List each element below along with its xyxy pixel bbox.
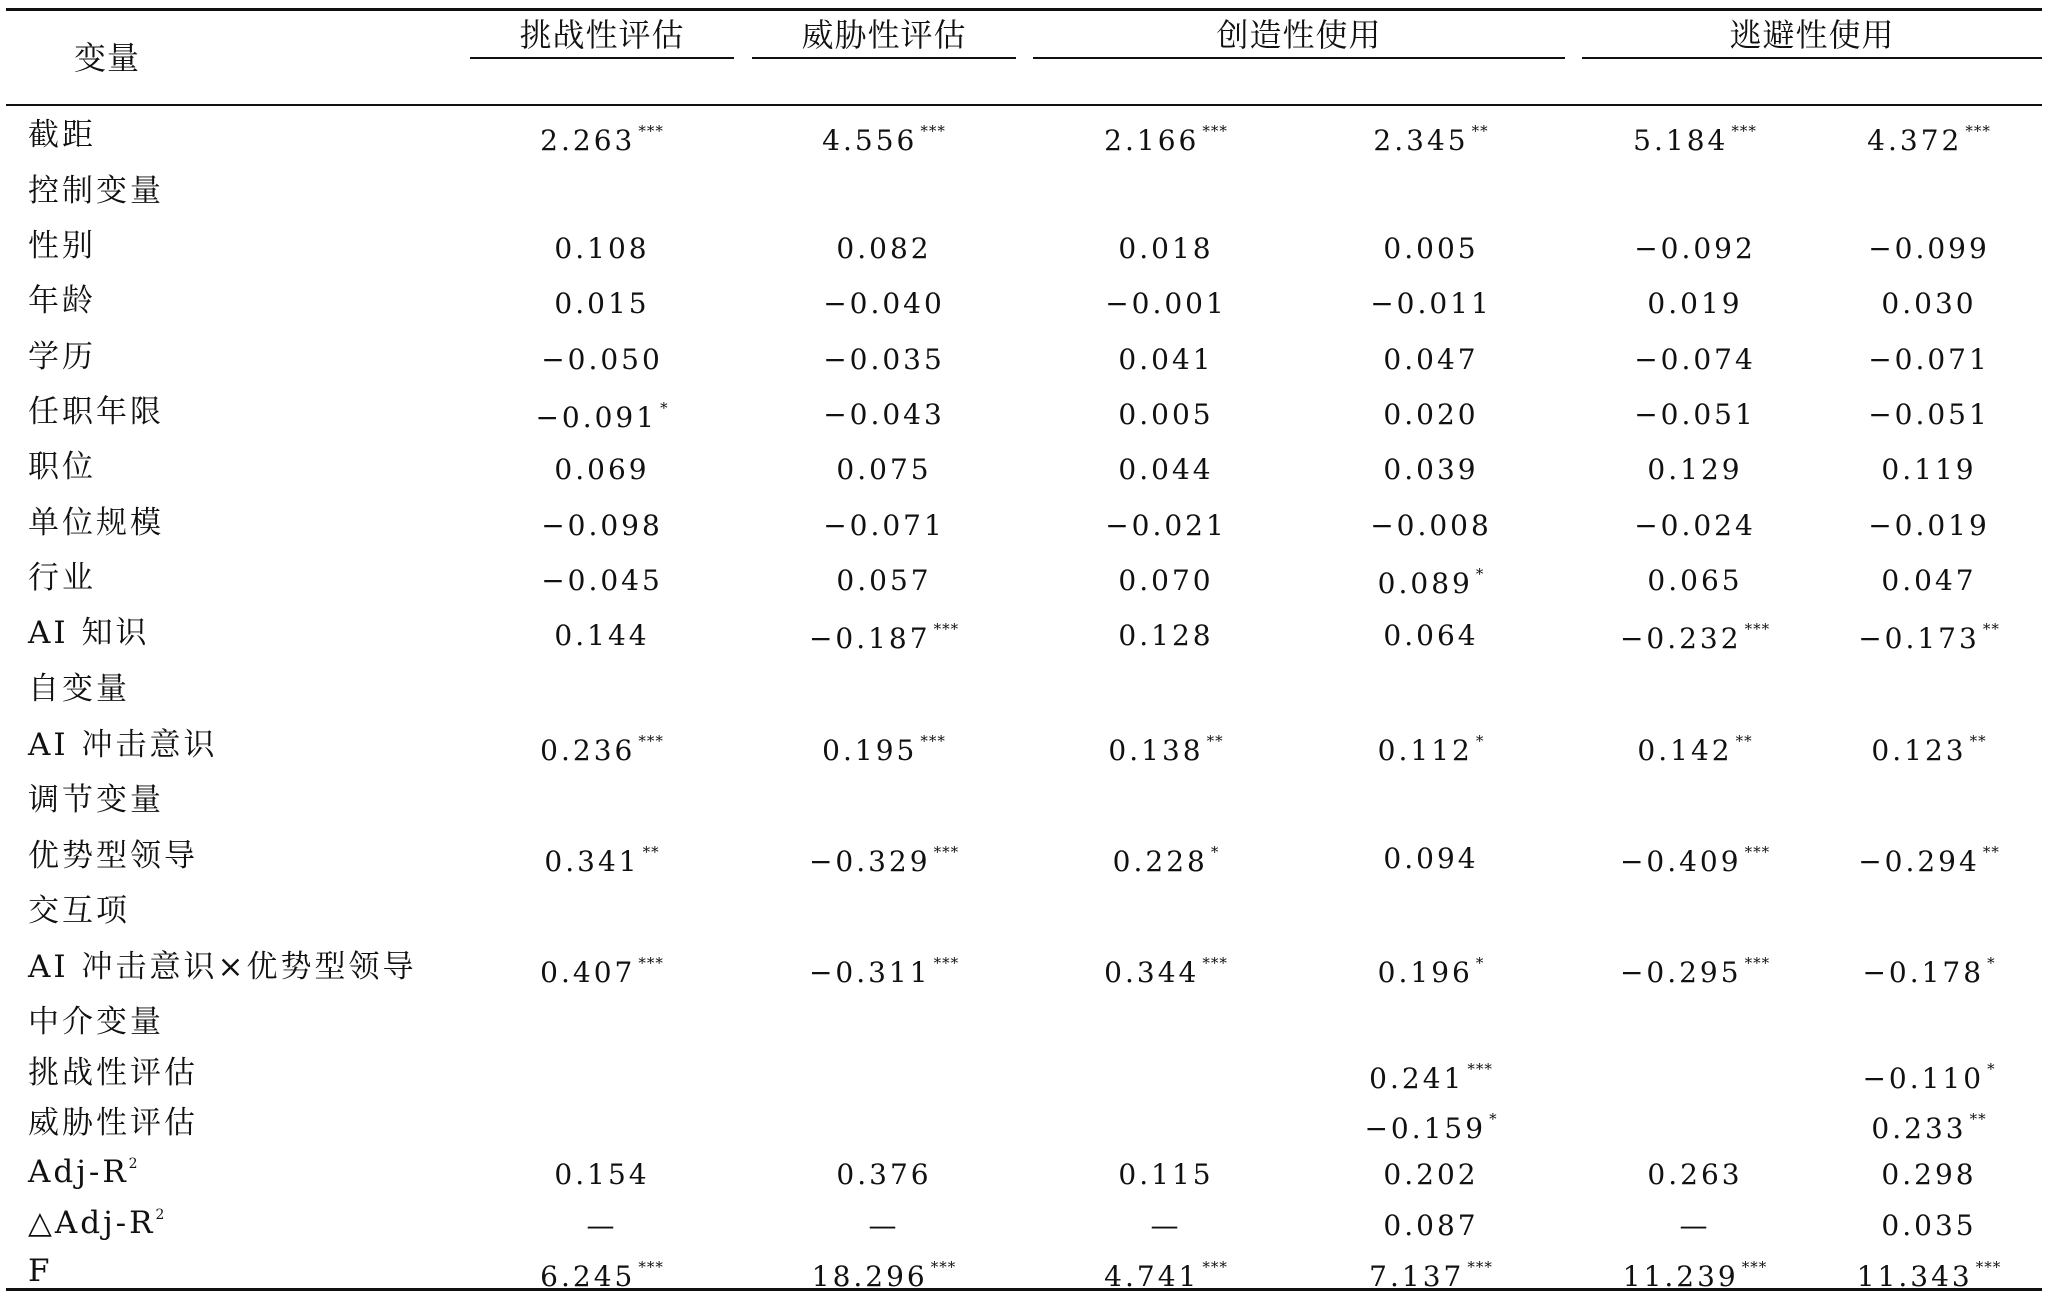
significance-stars: ***	[1731, 122, 1757, 140]
cell-value: 0.089	[1377, 567, 1473, 600]
row-label-text: 年龄	[28, 283, 96, 319]
cell-value: 0.112	[1377, 734, 1473, 767]
cell-value: −0.040	[823, 287, 945, 320]
row-label-text: Adj-R	[28, 1154, 129, 1190]
cell-value: −0.092	[1634, 232, 1756, 265]
row-label-text: 中介变量	[28, 1004, 164, 1040]
table-cell	[809, 956, 959, 987]
row-label	[28, 1154, 138, 1190]
table-cell	[1634, 343, 1756, 376]
significance-stars: ***	[1975, 1258, 2002, 1276]
significance-stars: ***	[1744, 843, 1771, 861]
table-cell	[1370, 509, 1492, 542]
cell-value: —	[1150, 1209, 1182, 1242]
cell-value: 0.047	[1383, 343, 1479, 376]
significance-stars: ***	[1467, 1060, 1493, 1078]
cell-value: 0.154	[554, 1158, 650, 1191]
significance-stars: **	[1735, 732, 1753, 750]
row-label-text: 控制变量	[28, 173, 164, 209]
cell-value: 2.345	[1373, 124, 1469, 157]
cell-value: −0.311	[808, 956, 931, 989]
table-cell	[540, 1260, 664, 1291]
significance-stars: *	[1489, 1110, 1498, 1128]
group-header: 创造性使用	[1216, 16, 1382, 54]
cell-value: 0.195	[822, 734, 918, 767]
row-label	[28, 394, 164, 430]
table-cell	[1857, 1260, 2001, 1291]
row-label-superscript: 2	[155, 1207, 165, 1223]
group-header: 威胁性评估	[801, 16, 967, 54]
cell-value: 0.144	[554, 619, 650, 652]
row-label	[28, 1253, 53, 1289]
cell-value: −0.099	[1868, 232, 1990, 265]
cell-value: 0.005	[1383, 232, 1479, 265]
row-label	[28, 173, 164, 209]
cell-value: −0.043	[823, 398, 945, 431]
table-cell	[1104, 1260, 1228, 1291]
cell-value: 0.407	[540, 956, 636, 989]
significance-stars: ***	[933, 620, 960, 638]
significance-stars: ***	[1741, 1258, 1768, 1276]
significance-stars: **	[1969, 1110, 1987, 1128]
table-cell	[1881, 453, 1977, 486]
significance-stars: *	[660, 399, 669, 417]
cell-value: 0.115	[1118, 1158, 1214, 1191]
table-cell	[1378, 734, 1485, 765]
table-cell	[823, 509, 945, 542]
cell-value: 0.263	[1647, 1158, 1743, 1191]
significance-stars: ***	[1202, 1258, 1228, 1276]
significance-stars: **	[1982, 620, 2000, 638]
significance-stars: ***	[1744, 954, 1771, 972]
table-cell	[1383, 398, 1479, 431]
group-underline-avoidance	[1582, 57, 2042, 59]
row-label	[28, 671, 130, 707]
table-cell	[836, 232, 932, 265]
table-cell	[1383, 1209, 1479, 1242]
table-cell	[1634, 509, 1756, 542]
row-label	[28, 893, 130, 929]
table-cell	[1647, 287, 1743, 320]
table-cell	[540, 956, 664, 987]
table-cell	[1104, 124, 1228, 155]
table-cell	[1105, 509, 1227, 542]
row-label	[28, 838, 198, 874]
table-cell	[544, 845, 659, 876]
significance-stars: ***	[638, 732, 664, 750]
cell-value: 0.070	[1118, 564, 1214, 597]
row-label-text: 学历	[28, 339, 96, 375]
row-label-text: 性别	[28, 228, 96, 264]
cell-value: 0.298	[1881, 1158, 1977, 1191]
cell-value: −0.050	[541, 343, 663, 376]
table-cell	[1370, 287, 1492, 320]
cell-value: 0.108	[554, 232, 650, 265]
cell-value: −0.071	[1868, 343, 1990, 376]
significance-stars: *	[1475, 954, 1485, 972]
cell-value: −0.329	[808, 845, 931, 878]
cell-value: 0.044	[1118, 453, 1214, 486]
cell-value: 0.082	[836, 232, 932, 265]
model-header	[0, 0, 1024, 44]
cell-value: 0.064	[1383, 619, 1479, 652]
table-cell	[868, 1209, 900, 1242]
cell-value: 0.138	[1108, 734, 1204, 767]
cell-value: 2.166	[1104, 124, 1200, 157]
table-cell	[836, 1158, 932, 1191]
table-cell	[540, 124, 664, 155]
table-cell	[1369, 1260, 1493, 1291]
cell-value: 0.344	[1104, 956, 1200, 989]
table-cell	[1620, 845, 1770, 876]
cell-value: 0.039	[1383, 453, 1479, 486]
table-cell	[1118, 1158, 1214, 1191]
row-label-text: △Adj-R	[28, 1205, 156, 1241]
table-cell	[1647, 453, 1743, 486]
cell-value: —	[868, 1209, 900, 1242]
cell-value: 7.137	[1369, 1260, 1465, 1293]
significance-stars: **	[1471, 122, 1489, 140]
table-cell	[1383, 842, 1479, 875]
table-cell	[1868, 398, 1990, 431]
cell-value: −0.159	[1364, 1112, 1487, 1145]
cell-value: 5.184	[1633, 124, 1729, 157]
row-label	[28, 117, 96, 153]
significance-stars: ***	[933, 954, 960, 972]
table-cell	[586, 1209, 618, 1242]
table-cell	[809, 622, 959, 653]
row-label-superscript: 2	[128, 1156, 138, 1172]
cell-value: −0.295	[1619, 956, 1742, 989]
table-cell	[1104, 956, 1228, 987]
cell-value: 0.041	[1118, 343, 1214, 376]
table-cell	[1858, 622, 2000, 653]
table-cell	[1647, 1158, 1743, 1191]
table-cell	[554, 1158, 650, 1191]
significance-stars: *	[1475, 565, 1485, 583]
table-cell	[1118, 453, 1214, 486]
cell-value: 4.741	[1104, 1260, 1200, 1293]
row-label	[28, 339, 96, 375]
cell-value: 2.263	[540, 124, 636, 157]
cell-value: −0.011	[1370, 287, 1492, 320]
cell-value: −0.173	[1858, 622, 1980, 655]
table-cell	[1881, 287, 1977, 320]
significance-stars: **	[1969, 732, 1987, 750]
cell-value: −0.045	[541, 564, 663, 597]
table-cell	[1620, 622, 1770, 653]
row-label-text: 挑战性评估	[28, 1055, 198, 1091]
row-label	[28, 505, 164, 541]
cell-value: 11.239	[1622, 1260, 1739, 1293]
row-label-text: F	[28, 1253, 53, 1289]
cell-value: 0.236	[540, 734, 636, 767]
table-cell	[1105, 287, 1227, 320]
cell-value: 0.094	[1383, 842, 1479, 875]
cell-value: −0.178	[1862, 956, 1985, 989]
row-label	[28, 1205, 165, 1241]
cell-value: 0.020	[1383, 398, 1479, 431]
cell-value: −0.024	[1634, 509, 1756, 542]
table-cell	[1881, 1158, 1977, 1191]
model-header	[0, 39, 1024, 88]
cell-value: −0.187	[808, 622, 931, 655]
row-label	[28, 949, 417, 985]
table-cell	[822, 734, 946, 765]
table-cell	[1871, 1112, 1986, 1143]
table-cell	[1113, 845, 1220, 876]
significance-stars: ***	[638, 954, 664, 972]
cell-value: 0.119	[1881, 453, 1977, 486]
table-cell	[1118, 343, 1214, 376]
cell-value: 0.228	[1112, 845, 1208, 878]
cell-value: −0.232	[1619, 622, 1742, 655]
table-cell	[1634, 232, 1756, 265]
cell-value: −0.071	[823, 509, 945, 542]
significance-stars: ***	[638, 1258, 664, 1276]
significance-stars: ***	[1202, 122, 1228, 140]
cell-value: −0.008	[1370, 509, 1492, 542]
cell-value: 0.129	[1647, 453, 1743, 486]
table-cell	[1868, 232, 1990, 265]
cell-value: −0.110	[1862, 1062, 1985, 1095]
table-cell	[541, 564, 663, 597]
table-cell	[1369, 1062, 1493, 1093]
table-cell	[1858, 845, 2000, 876]
table-cell	[1647, 564, 1743, 597]
table-cell	[1383, 343, 1479, 376]
table-cell	[1633, 124, 1757, 155]
row-label-text: 交互项	[28, 893, 130, 929]
table-cell	[1118, 619, 1214, 652]
cell-value: 0.018	[1118, 232, 1214, 265]
row-label	[28, 449, 96, 485]
row-label-text: 单位规模	[28, 505, 164, 541]
table-cell	[541, 343, 663, 376]
row-label	[28, 1055, 198, 1091]
row-label-text: AI 知识	[28, 615, 150, 651]
table-cell	[1862, 1062, 1995, 1093]
cell-value: 0.087	[1383, 1209, 1479, 1242]
row-label-text: 优势型领导	[28, 838, 198, 874]
significance-stars: ***	[1202, 954, 1228, 972]
table-cell	[836, 564, 932, 597]
row-label	[28, 560, 96, 596]
row-label-text: 自变量	[28, 671, 130, 707]
table-cell	[1150, 1209, 1182, 1242]
table-cell	[1383, 619, 1479, 652]
cell-value: 0.202	[1383, 1158, 1479, 1191]
table-cell	[836, 453, 932, 486]
cell-value: 0.047	[1881, 564, 1977, 597]
table-cell	[1637, 734, 1752, 765]
row-label	[28, 782, 164, 818]
cell-value: 0.128	[1118, 619, 1214, 652]
table-cell	[1118, 232, 1214, 265]
cell-value: −0.021	[1105, 509, 1227, 542]
significance-stars: **	[642, 843, 660, 861]
table-cell	[823, 398, 945, 431]
row-label-text: 截距	[28, 117, 96, 153]
cell-value: —	[586, 1209, 618, 1242]
significance-stars: *	[1987, 1060, 1996, 1078]
table-cell	[1623, 1260, 1767, 1291]
table-cell	[554, 232, 650, 265]
significance-stars: ***	[920, 732, 946, 750]
significance-stars: ***	[933, 843, 960, 861]
table-cell	[554, 453, 650, 486]
table-cell	[1383, 1158, 1479, 1191]
table-cell	[1679, 1209, 1711, 1242]
cell-value: 0.030	[1881, 287, 1977, 320]
cell-value: −0.051	[1634, 398, 1756, 431]
significance-stars: ***	[1965, 122, 1991, 140]
group-header: 逃避性使用	[1729, 16, 1895, 54]
cell-value: 0.233	[1871, 1112, 1967, 1145]
significance-stars: *	[1987, 954, 1996, 972]
cell-value: 0.005	[1118, 398, 1214, 431]
cell-value: −0.035	[823, 343, 945, 376]
row-label	[28, 1105, 198, 1141]
table-cell	[1108, 734, 1223, 765]
row-label	[28, 228, 96, 264]
row-label-text: 职位	[28, 449, 96, 485]
table-cell	[1868, 343, 1990, 376]
row-label	[28, 283, 96, 319]
significance-stars: *	[1475, 732, 1485, 750]
table-cell	[1378, 567, 1485, 598]
table-cell	[823, 343, 945, 376]
cell-value: 0.241	[1369, 1062, 1465, 1095]
cell-value: 0.341	[544, 845, 640, 878]
table-cell	[1868, 509, 1990, 542]
group-underline-creative	[1033, 57, 1565, 59]
significance-stars: **	[1206, 732, 1224, 750]
cell-value: 4.556	[822, 124, 918, 157]
cell-value: 0.035	[1881, 1209, 1977, 1242]
significance-stars: ***	[930, 1258, 957, 1276]
cell-value: −0.091	[535, 401, 658, 434]
significance-stars: ***	[638, 122, 664, 140]
table-cell	[809, 845, 959, 876]
table-cell	[1871, 734, 1986, 765]
cell-value: 4.372	[1867, 124, 1963, 157]
cell-value: 11.343	[1856, 1260, 1973, 1293]
cell-value: 0.196	[1377, 956, 1473, 989]
table-cell	[1118, 564, 1214, 597]
row-label-text: 威胁性评估	[28, 1105, 198, 1141]
table-cell	[541, 509, 663, 542]
significance-stars: ***	[920, 122, 946, 140]
cell-value: 0.015	[554, 287, 650, 320]
table-cell	[1881, 1209, 1977, 1242]
cell-value: 0.069	[554, 453, 650, 486]
cell-value: 0.019	[1647, 287, 1743, 320]
cell-value: 0.376	[836, 1158, 932, 1191]
row-label-text: AI 冲击意识	[28, 727, 218, 763]
table-cell	[1867, 124, 1991, 155]
cell-value: −0.098	[541, 509, 663, 542]
cell-value: 6.245	[540, 1260, 636, 1293]
corner-label: 变量	[74, 39, 141, 77]
cell-value: −0.019	[1868, 509, 1990, 542]
table-cell	[1383, 453, 1479, 486]
table-cell	[812, 1260, 956, 1291]
cell-value: 0.142	[1637, 734, 1733, 767]
cell-value: 0.075	[836, 453, 932, 486]
row-label	[28, 727, 218, 763]
row-label	[28, 1004, 164, 1040]
cell-value: −0.051	[1868, 398, 1990, 431]
table-cell	[823, 287, 945, 320]
table-cell	[554, 619, 650, 652]
table-cell	[535, 401, 668, 432]
significance-stars: *	[1210, 843, 1220, 861]
row-label-text: AI 冲击意识×优势型领导	[28, 949, 417, 985]
row-label-text: 调节变量	[28, 782, 164, 818]
table-cell	[1378, 956, 1485, 987]
cell-value: 0.057	[836, 564, 932, 597]
table-cell	[1620, 956, 1770, 987]
cell-value: 0.065	[1647, 564, 1743, 597]
table-cell	[822, 124, 946, 155]
significance-stars: ***	[1467, 1258, 1493, 1276]
row-label-text: 任职年限	[28, 394, 164, 430]
cell-value: —	[1679, 1209, 1711, 1242]
group-header: 挑战性评估	[519, 16, 685, 54]
table-cell	[540, 734, 664, 765]
table-cell	[1634, 398, 1756, 431]
cell-value: −0.074	[1634, 343, 1756, 376]
table-cell	[1364, 1112, 1497, 1143]
table-cell	[1373, 124, 1488, 155]
row-label	[28, 615, 150, 651]
cell-value: 0.123	[1871, 734, 1967, 767]
table-cell	[1862, 956, 1995, 987]
table-cell	[1383, 232, 1479, 265]
table-cell	[554, 287, 650, 320]
cell-value: −0.409	[1619, 845, 1742, 878]
row-label-text: 行业	[28, 560, 96, 596]
table-cell	[1118, 398, 1214, 431]
cell-value: −0.001	[1105, 287, 1227, 320]
cell-value: −0.294	[1858, 845, 1980, 878]
significance-stars: ***	[1744, 620, 1771, 638]
significance-stars: **	[1982, 843, 2000, 861]
table-cell	[1881, 564, 1977, 597]
cell-value: 18.296	[811, 1260, 928, 1293]
